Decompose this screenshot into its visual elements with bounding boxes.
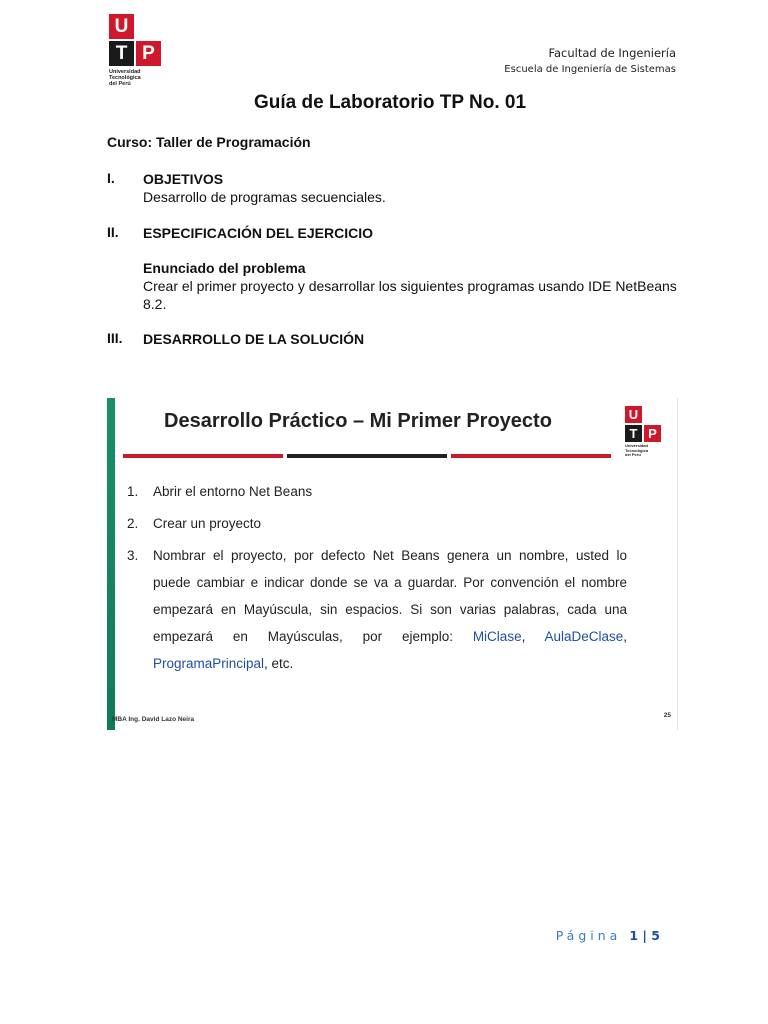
section-text: Desarrollo de programas secuenciales. [143,189,386,205]
school-name: Escuela de Ingeniería de Sistemas [504,64,676,75]
section-number: II. [107,224,119,240]
header-faculty-block [504,46,676,75]
slide-title: Desarrollo Práctico – Mi Primer Proyecto [164,410,552,432]
course-name: Curso: Taller de Programación [107,134,311,150]
slide-page-number: 25 [663,712,671,719]
slide-steps-list [127,478,627,677]
section-subheading: Enunciado del problema [143,260,306,276]
example-programaprincipal: ProgramaPrincipal [153,656,265,671]
example-miclase: MiClase [472,629,522,644]
page-label: Página [555,928,622,943]
list-item: 3. Nombrar el proyecto, por defecto Net Beans genera un nombre, usted lo puede cambiar e indicar donde se va a guardar. Por convención el nombre empezará en Mayúscula, sin espacios. Si son varias palabras, cada una empezará en Mayúsculas, por ejemplo: MiClase, AulaDeClase, ProgramaPrincipal, etc. [127,548,627,671]
utp-logo [109,14,169,87]
faculty-name: Facultad de Ingeniería [548,46,676,60]
section-heading: DESARROLLO DE LA SOLUCIÓN [143,331,365,347]
section-heading: ESPECIFICACIÓN DEL EJERCICIO [143,225,374,241]
section-text: Crear el primer proyecto y desarrollar los siguientes programas usando IDE NetBeans 8.2. [143,278,677,312]
list-item: 1. Abrir el entorno Net Beans [127,484,313,499]
embedded-slide [107,398,678,730]
document-title: Guía de Laboratorio TP No. 01 [253,92,527,113]
logo-text: Universidad Tecnológica del Perú [109,69,141,87]
logo-u: U [109,14,134,39]
page-total: 5 [651,928,660,943]
slide-side-bar [107,398,115,730]
section-number: III. [107,330,123,346]
list-item: 2. Crear un proyecto [127,516,262,531]
page-footer: Página 1 | 5 [555,928,660,943]
slide-utp-logo: U T P Universidad Tecnológica del Perú [625,406,665,458]
logo-p: P [136,41,161,66]
slide-author: MBA Ing. David Lazo Neira [112,716,195,723]
example-auladeclase: AulaDeClase [544,629,624,644]
section-heading: OBJETIVOS [143,171,224,187]
page-current: 1 [629,928,639,943]
slide-divider [123,454,611,458]
section-number: I. [107,170,115,186]
logo-t: T [109,41,134,66]
